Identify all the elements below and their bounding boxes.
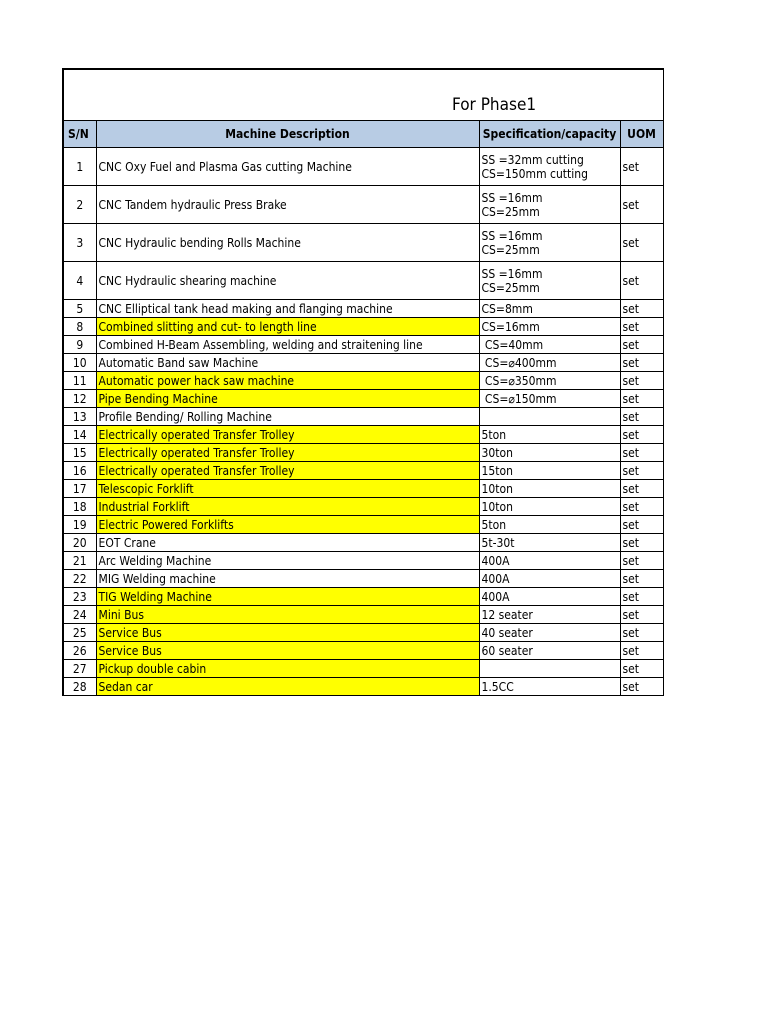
cell-sn[interactable]: 19 — [63, 516, 96, 534]
table-row — [63, 534, 663, 552]
cell-uom[interactable]: set — [620, 444, 663, 462]
cell-sn[interactable]: 13 — [63, 408, 96, 426]
cell-description[interactable]: Pipe Bending Machine — [96, 390, 479, 408]
cell-sn[interactable]: 22 — [63, 570, 96, 588]
cell-uom[interactable]: set — [620, 606, 663, 624]
cell-uom[interactable]: set — [620, 642, 663, 660]
cell-description[interactable]: CNC Hydraulic shearing machine — [96, 262, 479, 300]
cell-uom[interactable]: set — [620, 300, 663, 318]
cell-sn[interactable]: 2 — [63, 186, 96, 224]
cell-uom[interactable]: set — [620, 570, 663, 588]
cell-uom[interactable]: set — [620, 408, 663, 426]
cell-sn[interactable]: 20 — [63, 534, 96, 552]
cell-description[interactable]: Service Bus — [96, 624, 479, 642]
cell-spec[interactable]: 400A — [479, 588, 620, 606]
table-row — [63, 498, 663, 516]
cell-uom[interactable]: set — [620, 588, 663, 606]
cell-sn[interactable]: 1 — [63, 148, 96, 186]
cell-spec[interactable]: CS=⌀350mm — [479, 372, 620, 390]
table-row — [63, 318, 663, 336]
table-row — [63, 390, 663, 408]
cell-uom[interactable]: set — [620, 516, 663, 534]
cell-spec[interactable]: 60 seater — [479, 642, 620, 660]
cell-description[interactable]: Combined H-Beam Assembling, welding and straitening line — [96, 336, 479, 354]
spec-line-2: CS=25mm — [481, 280, 540, 295]
cell-description[interactable]: CNC Hydraulic bending Rolls Machine — [96, 224, 479, 262]
cell-spec[interactable]: CS=⌀400mm — [479, 354, 620, 372]
cell-description[interactable]: EOT Crane — [96, 534, 479, 552]
cell-description[interactable]: CNC Elliptical tank head making and flanging machine — [96, 300, 479, 318]
cell-uom[interactable]: set — [620, 660, 663, 678]
table-row — [63, 480, 663, 498]
cell-spec[interactable]: 10ton — [479, 498, 620, 516]
cell-spec[interactable]: 1.5CC — [479, 678, 620, 696]
spec-line-1: SS =16mm — [481, 190, 543, 205]
table-row — [63, 300, 663, 318]
cell-uom[interactable]: set — [620, 186, 663, 224]
page-title: For Phase1 — [452, 95, 537, 115]
cell-spec[interactable]: 10ton — [479, 480, 620, 498]
cell-sn[interactable]: 4 — [63, 262, 96, 300]
cell-spec[interactable]: 30ton — [479, 444, 620, 462]
cell-sn[interactable]: 16 — [63, 462, 96, 480]
table-row — [63, 408, 663, 426]
cell-description[interactable]: MIG Welding machine — [96, 570, 479, 588]
table-row — [63, 186, 663, 224]
cell-uom[interactable]: set — [620, 552, 663, 570]
cell-spec[interactable]: 12 seater — [479, 606, 620, 624]
cell-spec[interactable]: 15ton — [479, 462, 620, 480]
table-row — [63, 148, 663, 186]
table-row — [63, 262, 663, 300]
cell-description[interactable]: Electrically operated Transfer Trolley — [96, 426, 479, 444]
cell-description[interactable]: Automatic Band saw Machine — [96, 354, 479, 372]
cell-sn[interactable]: 11 — [63, 372, 96, 390]
cell-uom[interactable]: set — [620, 336, 663, 354]
cell-spec[interactable] — [479, 148, 620, 186]
cell-uom[interactable]: set — [620, 678, 663, 696]
cell-description[interactable]: Service Bus — [96, 642, 479, 660]
table-row — [63, 552, 663, 570]
cell-spec[interactable]: 40 seater — [479, 624, 620, 642]
cell-description[interactable]: Electrically operated Transfer Trolley — [96, 462, 479, 480]
cell-sn[interactable]: 3 — [63, 224, 96, 262]
table-row — [63, 426, 663, 444]
header-description: Machine Description — [96, 121, 479, 148]
spec-line-2: CS=25mm — [481, 204, 540, 219]
cell-uom[interactable]: set — [620, 354, 663, 372]
spec-line-1: SS =32mm cutting — [481, 152, 584, 167]
cell-description[interactable]: Automatic power hack saw machine — [96, 372, 479, 390]
table-row — [63, 624, 663, 642]
table-row — [63, 570, 663, 588]
cell-description[interactable]: CNC Oxy Fuel and Plasma Gas cutting Machine — [96, 148, 479, 186]
cell-spec[interactable]: CS=8mm — [479, 300, 620, 318]
cell-uom[interactable]: set — [620, 426, 663, 444]
cell-uom[interactable]: set — [620, 318, 663, 336]
cell-sn[interactable]: 9 — [63, 336, 96, 354]
cell-sn[interactable]: 26 — [63, 642, 96, 660]
cell-uom[interactable]: set — [620, 262, 663, 300]
cell-uom[interactable]: set — [620, 390, 663, 408]
table-row — [63, 444, 663, 462]
cell-sn[interactable]: 28 — [63, 678, 96, 696]
cell-sn[interactable]: 8 — [63, 318, 96, 336]
cell-spec[interactable]: CS=⌀150mm — [479, 390, 620, 408]
machine-table — [62, 68, 664, 696]
cell-sn[interactable]: 12 — [63, 390, 96, 408]
cell-sn[interactable]: 15 — [63, 444, 96, 462]
cell-sn[interactable]: 18 — [63, 498, 96, 516]
cell-uom[interactable]: set — [620, 462, 663, 480]
table-row — [63, 660, 663, 678]
cell-uom[interactable]: set — [620, 148, 663, 186]
cell-description[interactable]: Telescopic Forklift — [96, 480, 479, 498]
cell-description[interactable]: Combined slitting and cut- to length line — [96, 318, 479, 336]
header-row — [63, 121, 663, 148]
cell-description[interactable]: Mini Bus — [96, 606, 479, 624]
cell-description[interactable]: CNC Tandem hydraulic Press Brake — [96, 186, 479, 224]
table-row — [63, 588, 663, 606]
cell-uom[interactable]: set — [620, 498, 663, 516]
cell-description[interactable]: Arc Welding Machine — [96, 552, 479, 570]
cell-spec[interactable]: CS=16mm — [479, 318, 620, 336]
cell-description[interactable]: Sedan car — [96, 678, 479, 696]
spec-line-2: CS=25mm — [481, 242, 540, 257]
table-row — [63, 372, 663, 390]
cell-uom[interactable]: set — [620, 372, 663, 390]
table-row — [63, 462, 663, 480]
cell-spec[interactable]: 5ton — [479, 426, 620, 444]
table-row — [63, 516, 663, 534]
cell-sn[interactable]: 5 — [63, 300, 96, 318]
cell-sn[interactable]: 17 — [63, 480, 96, 498]
cell-uom[interactable]: set — [620, 624, 663, 642]
header-uom: UOM — [620, 121, 663, 148]
cell-description[interactable]: Pickup double cabin — [96, 660, 479, 678]
table-row — [63, 606, 663, 624]
cell-description[interactable]: Profile Bending/ Rolling Machine — [96, 408, 479, 426]
cell-description[interactable]: Electrically operated Transfer Trolley — [96, 444, 479, 462]
cell-description[interactable]: TIG Welding Machine — [96, 588, 479, 606]
title-row — [63, 69, 663, 121]
cell-spec[interactable] — [479, 224, 620, 262]
cell-sn[interactable]: 23 — [63, 588, 96, 606]
header-sn: S/N — [63, 121, 96, 148]
cell-description[interactable]: Industrial Forklift — [96, 498, 479, 516]
cell-spec[interactable] — [479, 262, 620, 300]
cell-spec[interactable] — [479, 408, 620, 426]
cell-spec[interactable]: 5t-30t — [479, 534, 620, 552]
cell-spec[interactable]: CS=40mm — [479, 336, 620, 354]
cell-sn[interactable]: 27 — [63, 660, 96, 678]
cell-sn[interactable]: 24 — [63, 606, 96, 624]
table-row — [63, 336, 663, 354]
spec-line-2: CS=150mm cutting — [481, 166, 588, 181]
header-spec: Specification/capacity — [479, 121, 620, 148]
cell-spec[interactable] — [479, 660, 620, 678]
table-row — [63, 642, 663, 660]
cell-sn[interactable]: 10 — [63, 354, 96, 372]
cell-spec[interactable]: 400A — [479, 552, 620, 570]
cell-sn[interactable]: 21 — [63, 552, 96, 570]
table-row — [63, 354, 663, 372]
cell-uom[interactable]: set — [620, 534, 663, 552]
title-cell — [63, 69, 663, 121]
cell-uom[interactable]: set — [620, 480, 663, 498]
cell-description[interactable]: Electric Powered Forklifts — [96, 516, 479, 534]
cell-spec[interactable] — [479, 186, 620, 224]
cell-sn[interactable]: 25 — [63, 624, 96, 642]
spec-line-1: SS =16mm — [481, 266, 543, 281]
table-row — [63, 224, 663, 262]
cell-uom[interactable]: set — [620, 224, 663, 262]
cell-spec[interactable]: 400A — [479, 570, 620, 588]
spec-line-1: SS =16mm — [481, 228, 543, 243]
cell-sn[interactable]: 14 — [63, 426, 96, 444]
table-row — [63, 678, 663, 696]
cell-spec[interactable]: 5ton — [479, 516, 620, 534]
